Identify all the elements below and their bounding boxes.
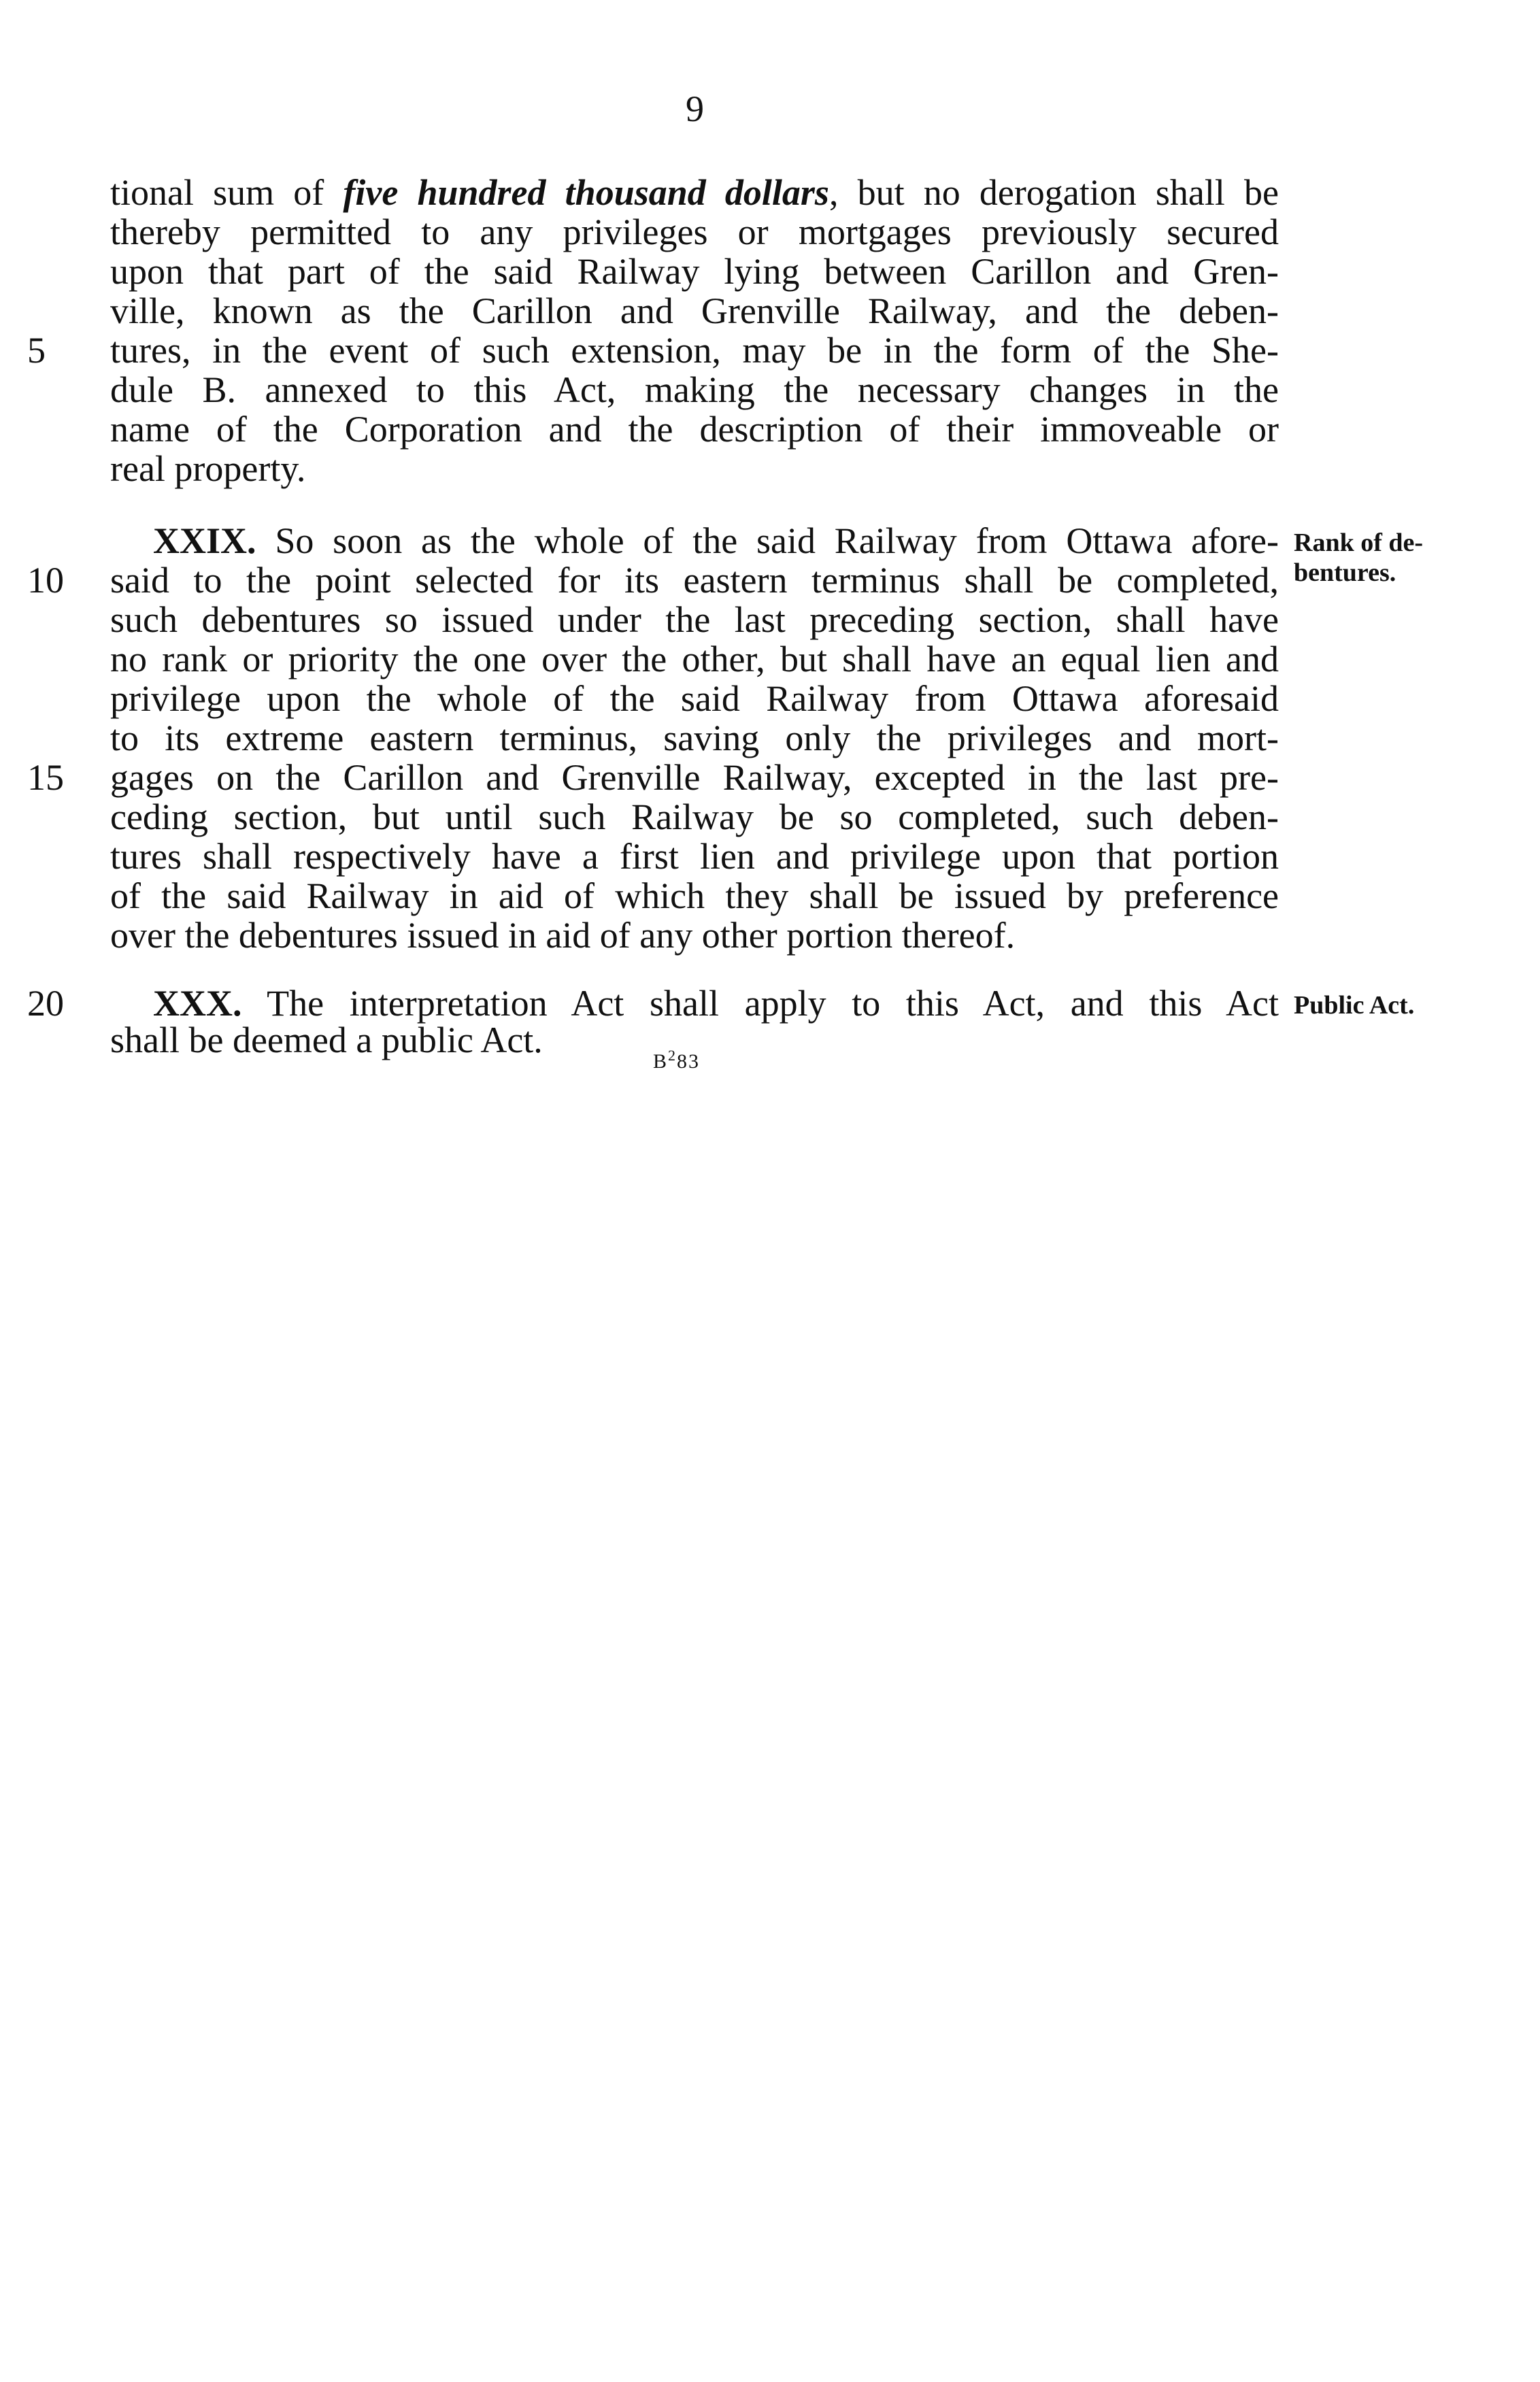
line-number: 10 — [27, 560, 64, 601]
emphasis: five hundred thousand dollars — [343, 172, 829, 213]
text-line: real property. — [110, 448, 306, 489]
text-line: said to the point selected for its eastern terminus shall be completed, — [110, 560, 1279, 601]
text-line: such debentures so issued under the last preceding section, shall have — [110, 599, 1279, 640]
text-line: ceding section, but until such Railway be so completed, such deben- — [110, 796, 1279, 837]
line-number: 5 — [27, 330, 46, 371]
line-number: 15 — [27, 757, 64, 798]
margin-note: bentures. — [1294, 558, 1396, 587]
section-number: XXIX. — [153, 520, 256, 561]
text-line: privilege upon the whole of the said Railway from Ottawa aforesaid — [110, 678, 1279, 719]
text-line: over the debentures issued in aid of any other portion thereof. — [110, 915, 1016, 956]
page-number: 9 — [686, 88, 704, 129]
text-line: upon that part of the said Railway lying between Carillon and Gren- — [110, 251, 1279, 292]
text-line: name of the Corporation and the description of their immoveable or — [110, 409, 1279, 450]
line-number: 20 — [27, 983, 64, 1024]
text-line: gages on the Carillon and Grenville Railway, excepted in the last pre- — [110, 757, 1279, 798]
text-line: shall be deemed a public Act. — [110, 1020, 543, 1060]
text-line: tures, in the event of such extension, may be in the form of the She- — [110, 330, 1279, 371]
signature-mark: $B^283$ — [653, 1047, 701, 1073]
margin-note: Public Act. — [1294, 991, 1415, 1020]
text-line: ville, known as the Carillon and Grenville Railway, and the deben- — [110, 290, 1279, 331]
text-line: thereby permitted to any privileges or mortgages previously secured — [110, 212, 1279, 252]
text-line: no rank or priority the one over the other, but shall have an equal lien and — [110, 639, 1279, 680]
text-line: dule B. annexed to this Act, making the necessary changes in the — [110, 369, 1279, 410]
text-line: tional sum of five hundred thousand dollars, but no derogation shall be — [110, 172, 1279, 213]
margin-note: Rank of de- — [1294, 529, 1424, 557]
text-line: tures shall respectively have a first lien and privilege upon that portion — [110, 836, 1279, 877]
text-line: to its extreme eastern terminus, saving only the privileges and mort- — [110, 718, 1279, 758]
text-line: of the said Railway in aid of which they shall be issued by preference — [110, 875, 1279, 916]
section-heading-line: XXIX. So soon as the whole of the said Railway from Ottawa afore- — [153, 520, 1279, 561]
section-number: XXX. — [153, 983, 242, 1024]
section-heading-line: XXX. The interpretation Act shall apply to this Act, and this Act — [153, 983, 1279, 1024]
